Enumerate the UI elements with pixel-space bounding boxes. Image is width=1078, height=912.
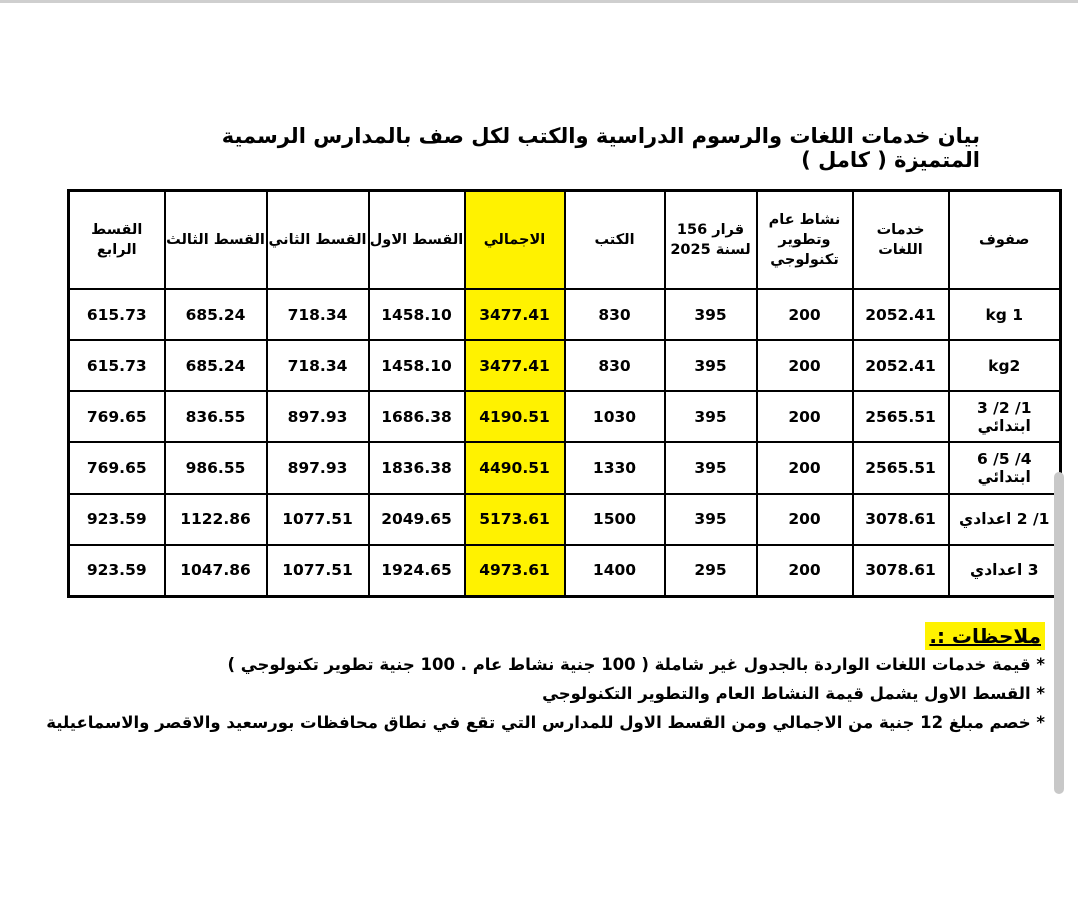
cell-installment-4: 923.59 <box>69 494 165 545</box>
cell-decree: 395 <box>665 289 757 340</box>
cell-languages: 2565.51 <box>853 442 949 493</box>
cell-installment-4: 615.73 <box>69 340 165 391</box>
top-edge-rule <box>0 0 1078 3</box>
cell-activity: 200 <box>757 289 853 340</box>
header-installment-1: القسط الاول <box>369 191 465 290</box>
cell-installment-3: 1122.86 <box>165 494 267 545</box>
cell-activity: 200 <box>757 442 853 493</box>
cell-installment-3: 836.55 <box>165 391 267 442</box>
cell-decree: 395 <box>665 391 757 442</box>
cell-total: 4973.61 <box>465 545 565 597</box>
cell-grade: 3 اعدادي <box>949 545 1061 597</box>
header-books: الكتب <box>565 191 665 290</box>
cell-installment-1: 1836.38 <box>369 442 465 493</box>
fees-table <box>67 189 1062 598</box>
cell-grade: 1/ 2/ 3 ابتدائي <box>949 391 1061 442</box>
cell-decree: 395 <box>665 340 757 391</box>
cell-installment-3: 986.55 <box>165 442 267 493</box>
cell-installment-1: 1458.10 <box>369 340 465 391</box>
table-row <box>69 494 1061 545</box>
cell-activity: 200 <box>757 545 853 597</box>
cell-installment-1: 1686.38 <box>369 391 465 442</box>
header-languages: خدمات اللغات <box>853 191 949 290</box>
page-title: بيان خدمات اللغات والرسوم الدراسية والكتب لكل صف بالمدارس الرسمية المتميزة ( كامل ) <box>221 124 980 172</box>
cell-total: 4490.51 <box>465 442 565 493</box>
note-item: * قيمة خدمات اللغات الواردة بالجدول غير شاملة ( 100 جنية نشاط عام . 100 جنية تطوير تكنولوجي ) <box>227 655 1045 674</box>
cell-decree: 395 <box>665 494 757 545</box>
cell-installment-4: 769.65 <box>69 391 165 442</box>
cell-books: 1500 <box>565 494 665 545</box>
cell-installment-2: 1077.51 <box>267 545 369 597</box>
notes-section <box>46 622 1045 737</box>
cell-grade: 4/ 5/ 6 ابتدائي <box>949 442 1061 493</box>
cell-installment-2: 718.34 <box>267 340 369 391</box>
cell-books: 830 <box>565 340 665 391</box>
cell-installment-3: 685.24 <box>165 289 267 340</box>
cell-books: 1030 <box>565 391 665 442</box>
cell-total: 5173.61 <box>465 494 565 545</box>
cell-installment-3: 685.24 <box>165 340 267 391</box>
cell-activity: 200 <box>757 494 853 545</box>
cell-installment-2: 718.34 <box>267 289 369 340</box>
header-installment-4: القسط الرابع <box>69 191 165 290</box>
table-row <box>69 442 1061 493</box>
cell-installment-1: 1458.10 <box>369 289 465 340</box>
cell-installment-4: 923.59 <box>69 545 165 597</box>
header-activity: نشاط عام وتطوير تكنولوجي <box>757 191 853 290</box>
cell-installment-2: 897.93 <box>267 391 369 442</box>
cell-languages: 2052.41 <box>853 289 949 340</box>
cell-languages: 2052.41 <box>853 340 949 391</box>
cell-languages: 2565.51 <box>853 391 949 442</box>
header-decree: قرار 156 لسنة 2025 <box>665 191 757 290</box>
table-row <box>69 391 1061 442</box>
table-row <box>69 289 1061 340</box>
table-header-row <box>69 191 1061 290</box>
header-total: الاجمالي <box>465 191 565 290</box>
cell-books: 830 <box>565 289 665 340</box>
scrollbar-thumb[interactable] <box>1054 472 1064 794</box>
cell-total: 4190.51 <box>465 391 565 442</box>
cell-installment-1: 2049.65 <box>369 494 465 545</box>
cell-installment-3: 1047.86 <box>165 545 267 597</box>
cell-installment-4: 769.65 <box>69 442 165 493</box>
notes-title: ملاحظات :. <box>925 622 1045 650</box>
cell-grade: 1/ 2 اعدادي <box>949 494 1061 545</box>
note-item: * القسط الاول يشمل قيمة النشاط العام والتطوير التكنولوجي <box>542 684 1045 703</box>
cell-total: 3477.41 <box>465 340 565 391</box>
cell-languages: 3078.61 <box>853 494 949 545</box>
cell-books: 1400 <box>565 545 665 597</box>
cell-grade: kg 1 <box>949 289 1061 340</box>
header-grade: صفوف <box>949 191 1061 290</box>
cell-languages: 3078.61 <box>853 545 949 597</box>
cell-books: 1330 <box>565 442 665 493</box>
cell-installment-1: 1924.65 <box>369 545 465 597</box>
header-installment-2: القسط الثاني <box>267 191 369 290</box>
cell-total: 3477.41 <box>465 289 565 340</box>
cell-grade: kg2 <box>949 340 1061 391</box>
cell-installment-4: 615.73 <box>69 289 165 340</box>
cell-installment-2: 897.93 <box>267 442 369 493</box>
header-installment-3: القسط الثالث <box>165 191 267 290</box>
table-row <box>69 545 1061 597</box>
cell-decree: 395 <box>665 442 757 493</box>
cell-activity: 200 <box>757 391 853 442</box>
cell-installment-2: 1077.51 <box>267 494 369 545</box>
table-row <box>69 340 1061 391</box>
cell-activity: 200 <box>757 340 853 391</box>
note-item: * خصم مبلغ 12 جنية من الاجمالي ومن القسط الاول للمدارس التي تقع في نطاق محافظات بورسعيد والاقصر والاسماعيلية <box>46 713 1045 732</box>
cell-decree: 295 <box>665 545 757 597</box>
